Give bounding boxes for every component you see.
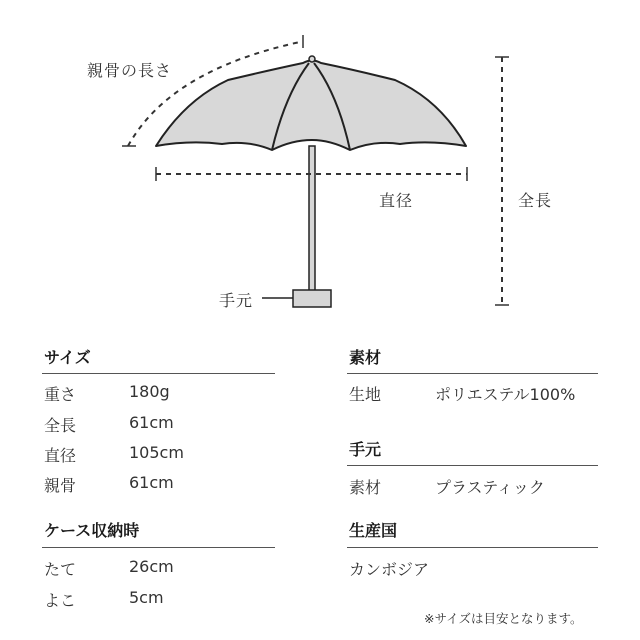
case-section-title: ケース収納時 [44,521,140,540]
origin-section-rule [347,547,598,548]
handle-row-value: プラスティック [435,478,545,497]
umbrella-shaft [309,146,315,293]
rib-length-label: 親骨の長さ [87,61,173,80]
material-section-title: 素材 [349,348,382,367]
material-row-value: ポリエステル100% [435,385,576,404]
size-row-value: 61cm [129,413,174,432]
size-row-label: 重さ [44,385,77,404]
handle-row-label: 素材 [349,478,382,497]
umbrella-tip [309,56,315,62]
case-row-label: たて [44,560,77,579]
handle-section-title: 手元 [349,440,382,459]
size-row-value: 105cm [129,443,184,462]
umbrella-canopy [156,61,466,151]
handle-label: 手元 [219,291,254,310]
total-length-label: 全長 [518,191,553,210]
origin-value: カンボジア [349,560,430,579]
size-row-label: 親骨 [44,476,77,495]
umbrella-handle [293,290,331,307]
case-row-value: 5cm [129,588,164,607]
size-section-title: サイズ [44,348,91,367]
diameter-label: 直径 [379,191,414,210]
size-row-value: 61cm [129,473,174,492]
case-section-rule [42,547,275,548]
origin-section-title: 生産国 [349,521,398,540]
size-section-rule [42,373,275,374]
material-section-rule [347,373,598,374]
size-row-value: 180g [129,382,170,401]
case-row-value: 26cm [129,557,174,576]
size-row-label: 全長 [44,416,77,435]
handle-section-rule [347,465,598,466]
case-row-label: よこ [44,591,77,610]
size-row-label: 直径 [44,446,77,465]
material-row-label: 生地 [349,385,382,404]
size-disclaimer-note: ※サイズは目安となります。 [424,611,583,626]
